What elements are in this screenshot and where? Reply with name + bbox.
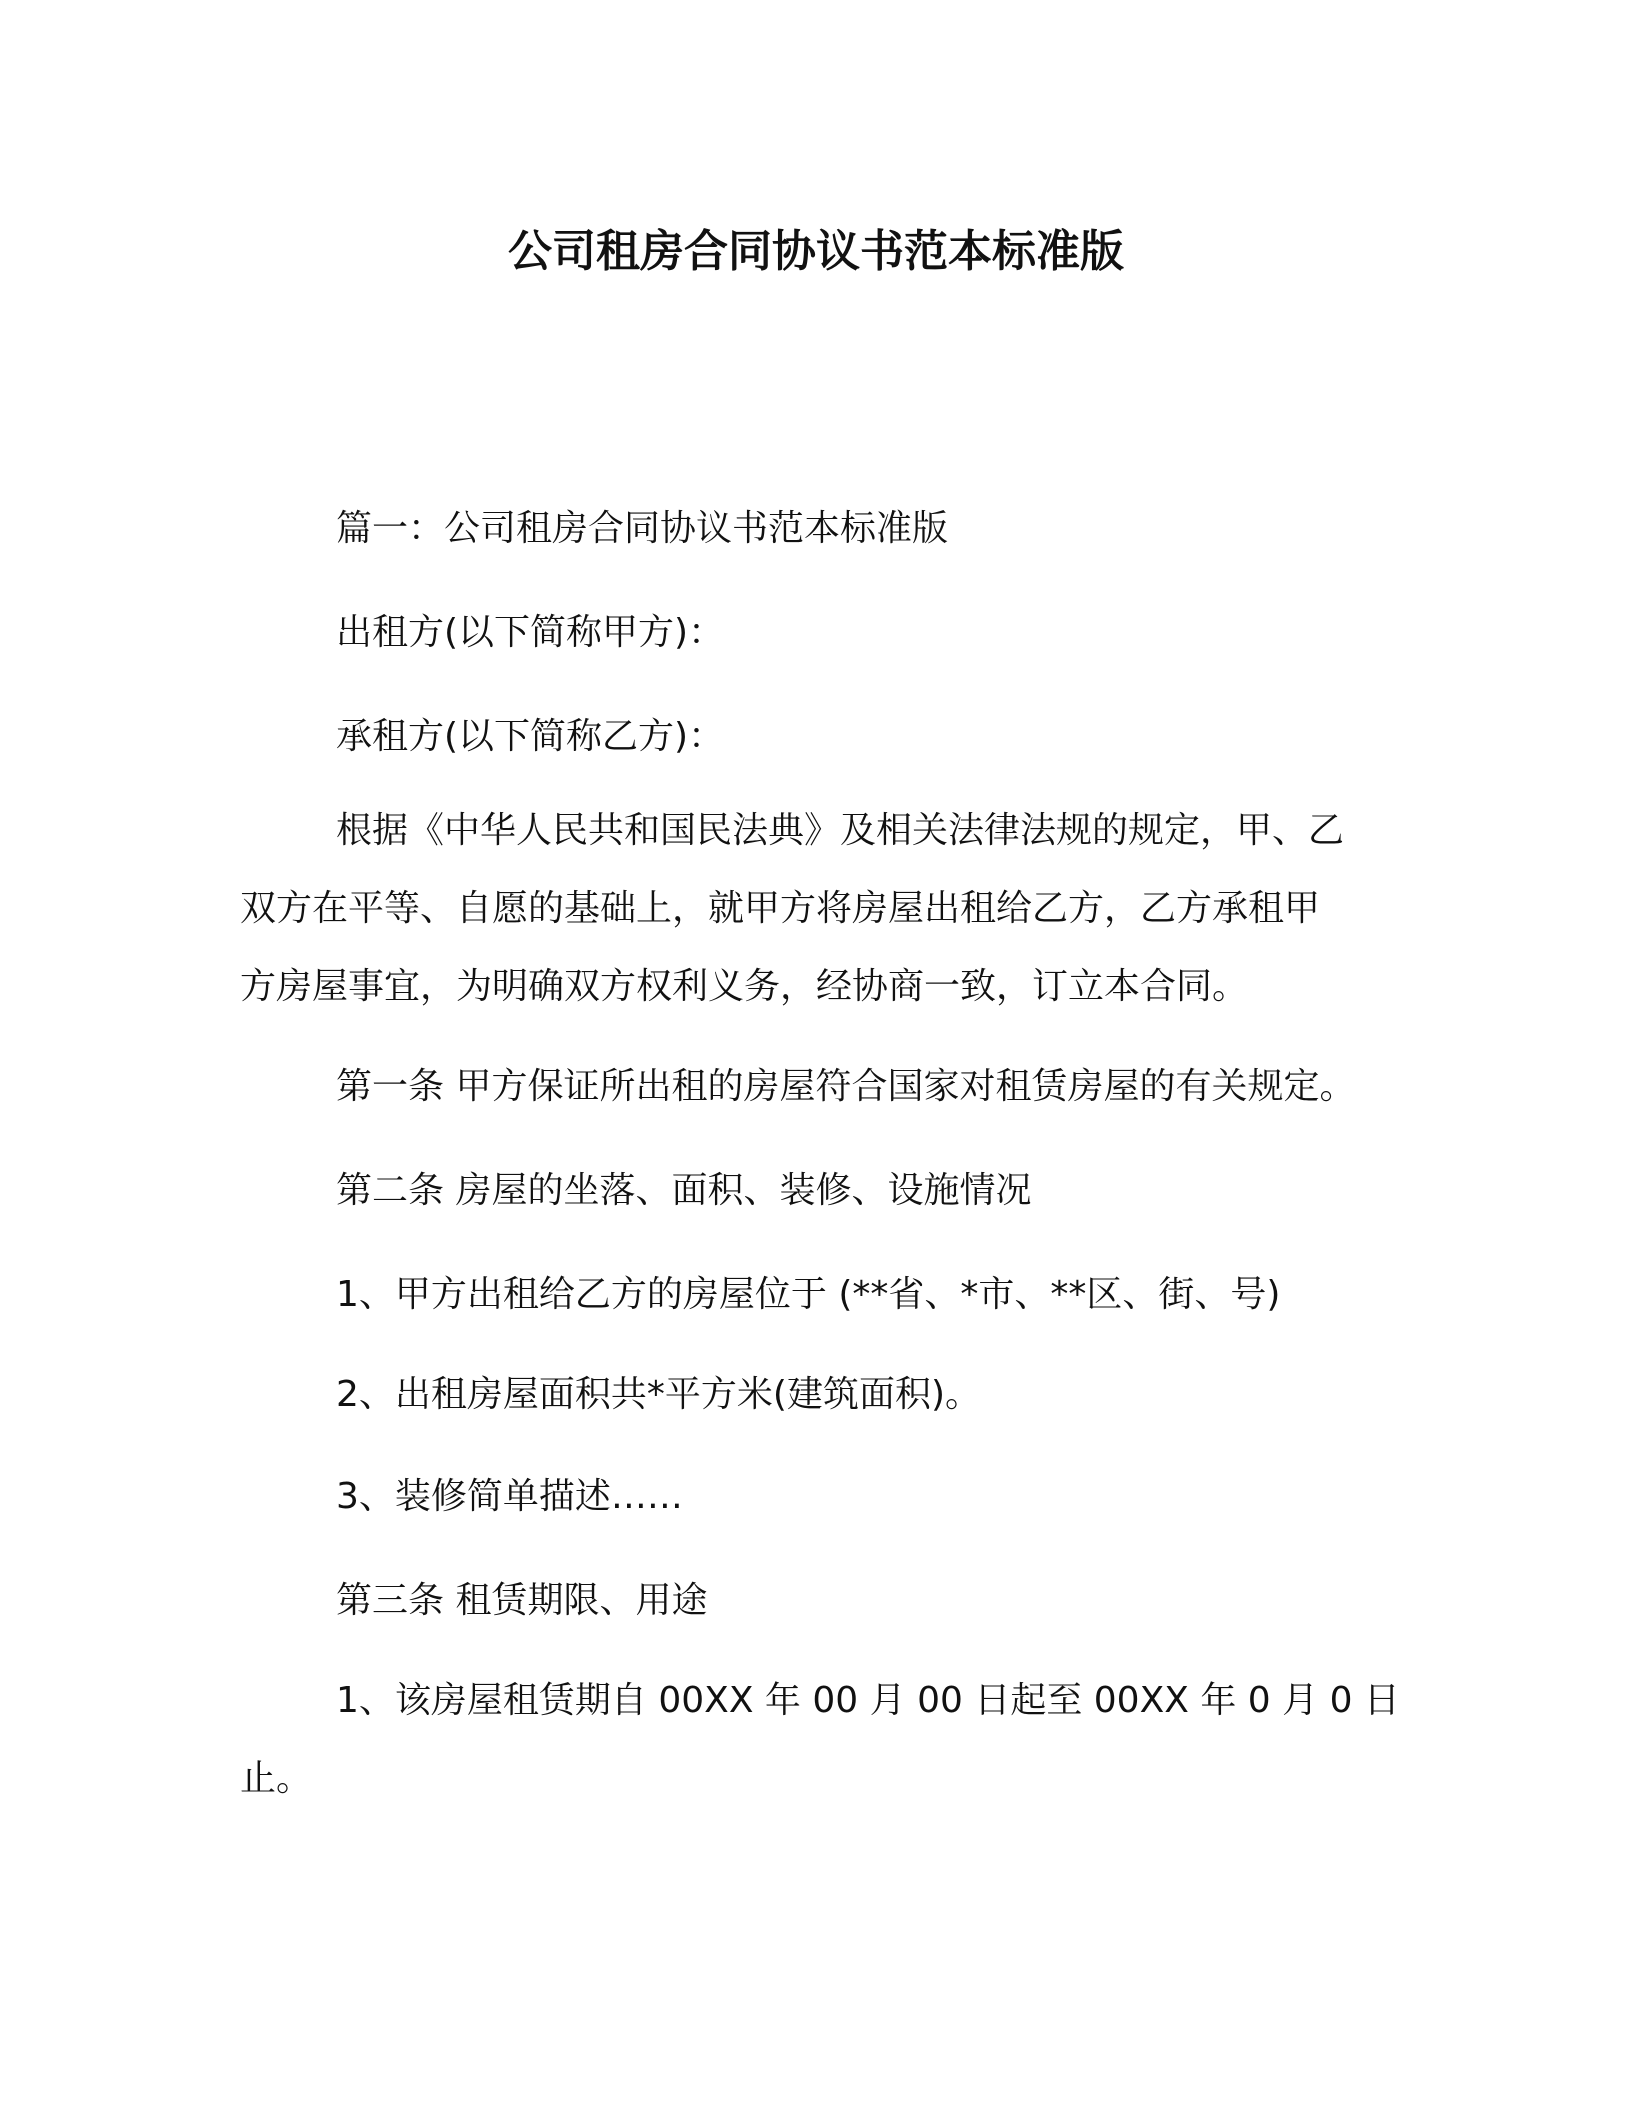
document-title: 公司租房合同协议书范本标准版 xyxy=(508,226,1124,277)
preamble-line-3: 方房屋事宜，为明确双方权利义务，经协商一致，订立本合同。 xyxy=(240,966,1249,1007)
preamble-line-2: 双方在平等、自愿的基础上，就甲方将房屋出租给乙方，乙方承租甲 xyxy=(240,888,1321,929)
article-2-item-1: 1、甲方出租给乙方的房屋位于 (**省、*市、**区、街、号) xyxy=(336,1274,1281,1315)
section-heading: 篇一：公司租房合同协议书范本标准版 xyxy=(336,508,949,549)
lessor-line: 出租方(以下简称甲方)： xyxy=(336,612,725,653)
article-3-heading: 第三条 租赁期限、用途 xyxy=(336,1580,708,1621)
preamble-line-1: 根据《中华人民共和国民法典》及相关法律法规的规定，甲、乙 xyxy=(336,810,1345,851)
article-2-item-2: 2、出租房屋面积共*平方米(建筑面积)。 xyxy=(336,1374,981,1415)
article-3-item-1 xyxy=(240,1662,1400,1818)
lessee-line: 承租方(以下简称乙方)： xyxy=(336,716,725,757)
article-2-item-3: 3、装修简单描述…… xyxy=(336,1476,683,1517)
article-2-heading: 第二条 房屋的坐落、面积、装修、设施情况 xyxy=(336,1170,1032,1211)
preamble-paragraph xyxy=(240,792,1390,1026)
article-1: 第一条 甲方保证所出租的房屋符合国家对租赁房屋的有关规定。 xyxy=(336,1066,1356,1107)
article-3-item-1-line-1: 1、该房屋租赁期自 00XX 年 00 月 00 日起至 00XX 年 0 月 0 日 xyxy=(336,1680,1400,1721)
article-3-item-1-line-2: 止。 xyxy=(240,1758,313,1799)
